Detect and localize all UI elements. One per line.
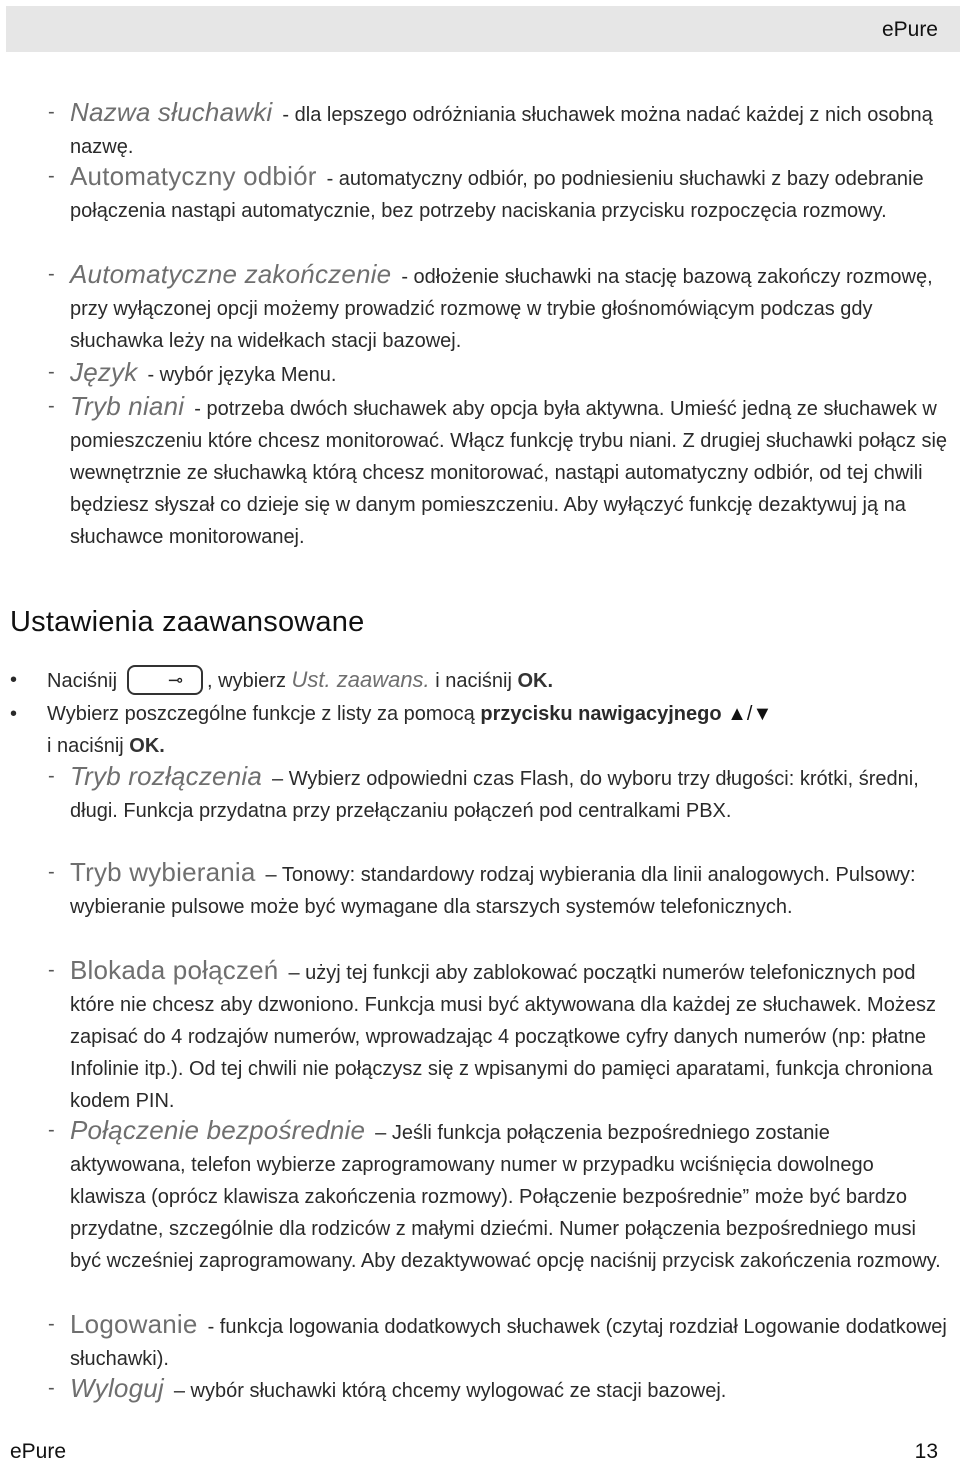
list-item-polaczenie-bezposrednie [48, 1114, 948, 1277]
list-item-jezyk [48, 356, 948, 391]
list-item-tryb-wybierania [48, 856, 948, 923]
description: - odłożenie słuchawki na stację bazową zakończy rozmowę, przy wyłączonej opcji możemy prowadzić rozmowę w trybie głośnomówiącym podczas gdy słuchawka leży na widełkach stacji bazowej. [70, 266, 933, 352]
dash: - [48, 263, 55, 285]
bullet-item-2 [10, 698, 950, 762]
dash: - [48, 765, 55, 787]
bullet-dot: • [10, 669, 18, 691]
description: - potrzeba dwóch słuchawek aby opcja była aktywna. Umieść jedną ze słuchawek w pomieszczeniu które chcesz monitorować. Włącz funkcję trybu niani. Z drugiej słuchawki połącz się wewnętrznie ze słuchawką którą chcesz monitorować, nastąpi automatyczny odbiór, od tej chwili będziesz słyszał co dzieje się w danym pomieszczeniu. Aby wyłączyć funkcję dezaktywuj ją na słuchawce monitorowanej. [70, 398, 948, 548]
dash: - [48, 1313, 55, 1335]
bold-term: przycisku nawigacyjnego [480, 703, 722, 725]
header-bar [6, 6, 960, 52]
page-number: 13 [914, 1440, 938, 1463]
term: Automatyczny odbiór [70, 161, 317, 191]
description: – Tonowy: standardowy rodzaj wybierania dla linii analogowych. Pulsowy: wybieranie pulsowe może być wymagane dla starszych systemów telefonicznych. [70, 864, 916, 918]
term: Automatyczne zakończenie [70, 259, 392, 289]
term: Połączenie bezpośrednie [70, 1115, 366, 1145]
list-item-blokada-polaczen [48, 954, 948, 1117]
nav-arrows-icon: ▲/▼ [727, 703, 773, 725]
list-item-tryb-niani [48, 390, 948, 553]
term: Wyloguj [70, 1373, 164, 1403]
bullet-text: Naciśnij [47, 670, 118, 692]
list-item-tryb-rozlaczenia [48, 760, 948, 827]
list-item-nazwa-sluchawki [48, 96, 948, 163]
description: - wybór języka Menu. [147, 364, 337, 386]
description: – Wybierz odpowiedni czas Flash, do wyboru trzy długości: krótki, średni, długi. Funkcja przydatna przy przełączaniu połączeń pod centralkami PBX. [70, 768, 919, 822]
term: Blokada połączeń [70, 955, 279, 985]
footer-brand: ePure [10, 1440, 67, 1463]
description: - funkcja logowania dodatkowych słuchawek (czytaj rozdział Logowanie dodatkowej słuchawki). [70, 1316, 947, 1370]
term: Tryb rozłączenia [70, 761, 263, 791]
dash: - [48, 395, 55, 417]
term: Język [70, 357, 138, 387]
dash: - [48, 861, 55, 883]
ok-label: OK. [517, 670, 554, 692]
header-brand: ePure [881, 18, 938, 41]
dash: - [48, 959, 55, 981]
term: Tryb niani [70, 391, 185, 421]
term: Logowanie [70, 1309, 198, 1339]
description: – Jeśli funkcja połączenia bezpośredniego zostanie aktywowana, telefon wybierze zaprogramowany numer w przypadku wciśnięcia dowolnego klawisza (oprócz klawisza zakończenia rozmowy). Połączenie bezpośrednie” może być bardzo przydatne, szczególnie dla rodziców z małymi dziećmi. Numer połączenia bezpośredniego musi być wcześniej zaprogramowany. Aby dezaktywować opcję naciśnij przycisk zakończenia rozmowy. [70, 1122, 941, 1272]
dash: - [48, 1377, 55, 1399]
bullet-text: , wybierz [207, 670, 286, 692]
dash: - [48, 361, 55, 383]
description: - dla lepszego odróżniania słuchawek można nadać każdej z nich osobną nazwę. [70, 104, 933, 158]
bullet-text: i naciśnij [435, 670, 512, 692]
menu-key-icon: ⊸ [127, 665, 203, 695]
list-item-automatyczne-zakonczenie [48, 258, 948, 357]
dash: - [48, 101, 55, 123]
description: – użyj tej funkcji aby zablokować początki numerów telefonicznych pod które nie chcesz aby dzwoniono. Funkcja musi być aktywowana dla każdej ze słuchawek. Możesz zapisać do 4 rodzajów numerów, wprowadzając 4 początkowe cyfry danych numerów (np: płatne Infolinie itp.). Od tej chwili nie połączysz się z wpisanymi do pamięci aparatami, funkcja chroniona kodem PIN. [70, 962, 936, 1112]
bullet-dot: • [10, 703, 18, 725]
term: Nazwa słuchawki [70, 97, 273, 127]
list-item-automatyczny-odbior [48, 160, 948, 227]
bullet-item-1 [10, 664, 950, 697]
list-item-wyloguj [48, 1372, 948, 1407]
ok-label: OK. [129, 735, 165, 757]
bullet-text: Wybierz poszczególne funkcje z listy za pomocą [47, 703, 475, 725]
description: – wybór słuchawki którą chcemy wylogować ze stacji bazowej. [173, 1380, 727, 1402]
dash: - [48, 165, 55, 187]
bullet-text: i naciśnij [47, 735, 124, 757]
term: Tryb wybierania [70, 857, 256, 887]
dash: - [48, 1119, 55, 1141]
section-title: Ustawienia zaawansowane [10, 606, 365, 638]
list-item-logowanie [48, 1308, 948, 1375]
ui-term: Ust. zaawans. [291, 667, 430, 692]
description: - automatyczny odbiór, po podniesieniu słuchawki z bazy odebranie połączenia nastąpi automatycznie, bez potrzeby naciskania przycisku rozpoczęcia rozmowy. [70, 168, 924, 222]
